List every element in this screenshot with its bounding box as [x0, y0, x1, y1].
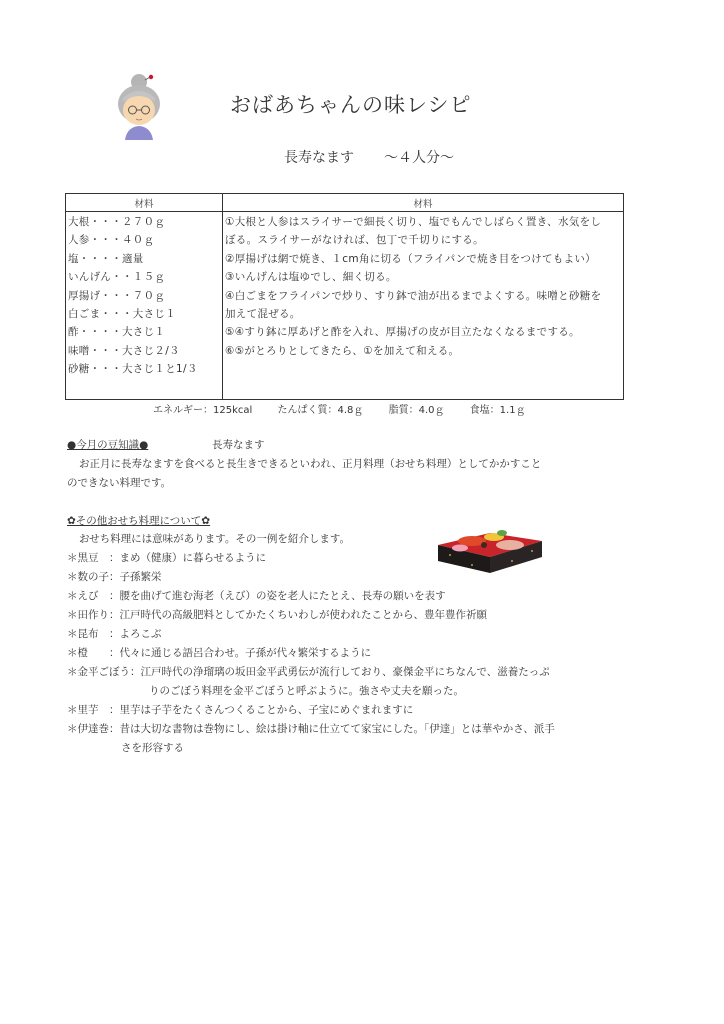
osechi-list	[67, 530, 555, 758]
ingredients-header: 材料	[66, 194, 223, 212]
ingredient-item: 人参・・・４０ｇ	[68, 234, 155, 247]
ingredient-item: 味噌・・・大さじ２/３	[68, 344, 180, 357]
ingredient-item: 白ごま・・・大さじ１	[68, 308, 176, 321]
osechi-item-ebi: ＊えび ： 腰を曲げて進む海老（えび）の姿を老人にたとえ、長寿の願いを表す	[67, 590, 446, 602]
ingredient-item: 厚揚げ・・・７０ｇ	[68, 289, 166, 302]
step-line: 加えて混ぜる。	[225, 308, 301, 321]
osechi-item-kazunoko: ＊数の子： 子孫繁栄	[67, 571, 162, 583]
osechi-item-konbu: ＊昆布 ： よろこぶ	[67, 628, 162, 640]
step-line: ②厚揚げは網で焼き、１cm角に切る（フライパンで焼き目をつけてもよい）	[225, 252, 596, 265]
osechi-item-kinpira-cont: りのごぼう料理を金平ごぼうと呼ぶように。強さや丈夫を願った。	[149, 685, 464, 697]
servings: ～４人分～	[384, 150, 454, 166]
osechi-item-satoimo: ＊里芋 ： 里芋は子芋をたくさんつくることから、子宝にめぐまれますに	[67, 704, 414, 716]
fat: 脂質：4.0ｇ	[388, 405, 445, 416]
step-line: ③いんげんは塩ゆでし、細く切る。	[225, 271, 397, 284]
page-title: おばあちゃんの味レシピ	[230, 93, 472, 117]
dish-name: 長寿なます	[284, 150, 354, 166]
tip-heading: ●今月の豆知識●	[67, 439, 149, 451]
steps-header: 材料	[223, 194, 624, 212]
ingredient-item: 塩・・・・適量	[68, 252, 144, 265]
energy: エネルギー：125kcal	[153, 405, 253, 416]
osechi-item-tazukuri: ＊田作り： 江戸時代の高級肥料としてかたくちいわしが使われたことから、豊年豊作祈願	[67, 609, 487, 621]
ingredients-cell	[66, 212, 223, 400]
recipe-table	[65, 193, 624, 400]
osechi-item-datemaki: ＊伊達巻： 昔は大切な書物は巻物にし、絵は掛け軸に仕立てて家宝にした。「伊達」とは華やかさ、派手	[67, 723, 555, 735]
nutrition-info	[153, 401, 548, 416]
tip-body	[67, 455, 541, 493]
step-line: ①大根と人参はスライサーで細長く切り、塩でもんでしばらく置き、水気をし	[225, 216, 602, 228]
tip-line: お正月に長寿なますを食べると長生きできるといわれ、正月料理（おせち料理）としてかかすこと	[79, 458, 542, 470]
recipe-subtitle	[284, 147, 454, 167]
osechi-item-daidai: ＊橙 ： 代々に通じる語呂合わせ。子孫が代々繁栄するように	[67, 647, 372, 659]
tip-topic: 長寿なます	[212, 439, 265, 451]
steps-cell	[223, 212, 624, 400]
protein: たんぱく質：4.8ｇ	[277, 405, 364, 416]
ingredient-item: いんげん・・１５ｇ	[68, 271, 166, 284]
grandma-illustration	[113, 70, 165, 140]
step-line: ぼる。スライサーがなければ、包丁で千切りにする。	[225, 234, 484, 247]
osechi-item-kuromame: ＊黒豆 ： まめ（健康）に暮らせるように	[67, 552, 267, 564]
ingredient-item: 砂糖・・・大さじ１と1/３	[68, 363, 198, 376]
osechi-heading: ✿その他おせち料理について✿	[67, 515, 211, 527]
step-line: ④白ごまをフライパンで炒り、すり鉢で油が出るまでよくする。味噌と砂糖を	[225, 289, 602, 302]
osechi-intro: おせち料理には意味があります。その一例を紹介します。	[79, 533, 351, 545]
tip-line: のできない料理です。	[67, 477, 172, 489]
ingredient-item: 酢・・・・大さじ１	[68, 326, 166, 339]
salt: 食塩：1.1ｇ	[469, 405, 526, 416]
step-line: ⑤④すり鉢に厚あげと酢を入れ、厚揚げの皮が目立たなくなるまでする。	[225, 326, 580, 339]
ingredient-item: 大根・・・２７０ｇ	[68, 216, 166, 228]
osechi-item-datemaki-cont: さを形容する	[121, 742, 184, 754]
step-line: ⑥⑤がとろりとしてきたら、①を加えて和える。	[225, 344, 460, 357]
osechi-item-kinpira: ＊金平ごぼう： 江戸時代の浄瑠璃の坂田金平武勇伝が流行しており、豪傑金平にちなんで、滋養たっぷ	[67, 666, 550, 678]
